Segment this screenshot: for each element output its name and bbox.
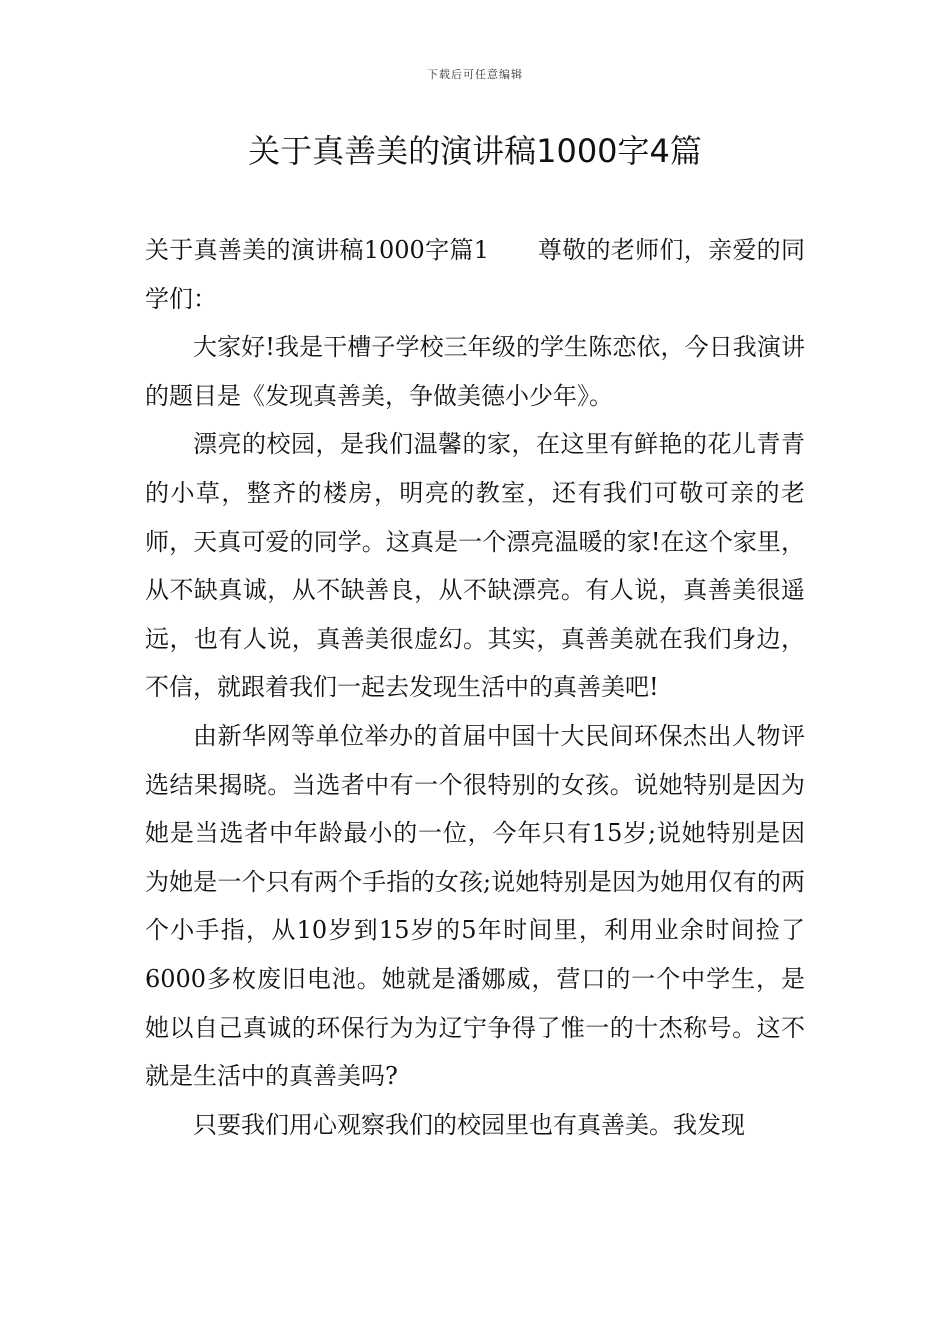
paragraph-4: 由新华网等单位举办的首届中国十大民间环保杰出人物评选结果揭晓。当选者中有一个很特别的女孩。说她特别是因为她是当选者中年龄最小的一位，今年只有15岁;说她特别是因为她是一个只有两个手指的女孩;说她特别是因为她用仅有的两个小手指，从10岁到15岁的5年时间里，利用业余时间捡了6000多枚废旧电池。她就是潘娜威，营口的一个中学生，是她以自己真诚的环保行为为辽宁争得了惟一的十杰称号。这不就是生活中的真善美吗? <box>145 721 805 1091</box>
header-note: 下载后可任意编辑 <box>427 68 523 81</box>
document-title: 关于真善美的演讲稿1000字4篇 <box>248 132 702 170</box>
document-body <box>145 226 805 1149</box>
paragraph-5: 只要我们用心观察我们的校园里也有真善美。我发现 <box>193 1110 745 1139</box>
paragraph-2: 大家好!我是干槽子学校三年级的学生陈恋依，今日我演讲的题目是《发现真善美，争做美德小少年》。 <box>145 333 805 410</box>
paragraph-1: 关于真善美的演讲稿1000字篇1 尊敬的老师们，亲爱的同学们： <box>145 236 805 313</box>
paragraph-3: 漂亮的校园，是我们温馨的家，在这里有鲜艳的花儿青青的小草，整齐的楼房，明亮的教室，还有我们可敬可亲的老师，天真可爱的同学。这真是一个漂亮温暖的家!在这个家里，从不缺真诚，从不缺善良，从不缺漂亮。有人说，真善美很遥远，也有人说，真善美很虚幻。其实，真善美就在我们身边，不信，就跟着我们一起去发现生活中的真善美吧! <box>145 430 805 702</box>
